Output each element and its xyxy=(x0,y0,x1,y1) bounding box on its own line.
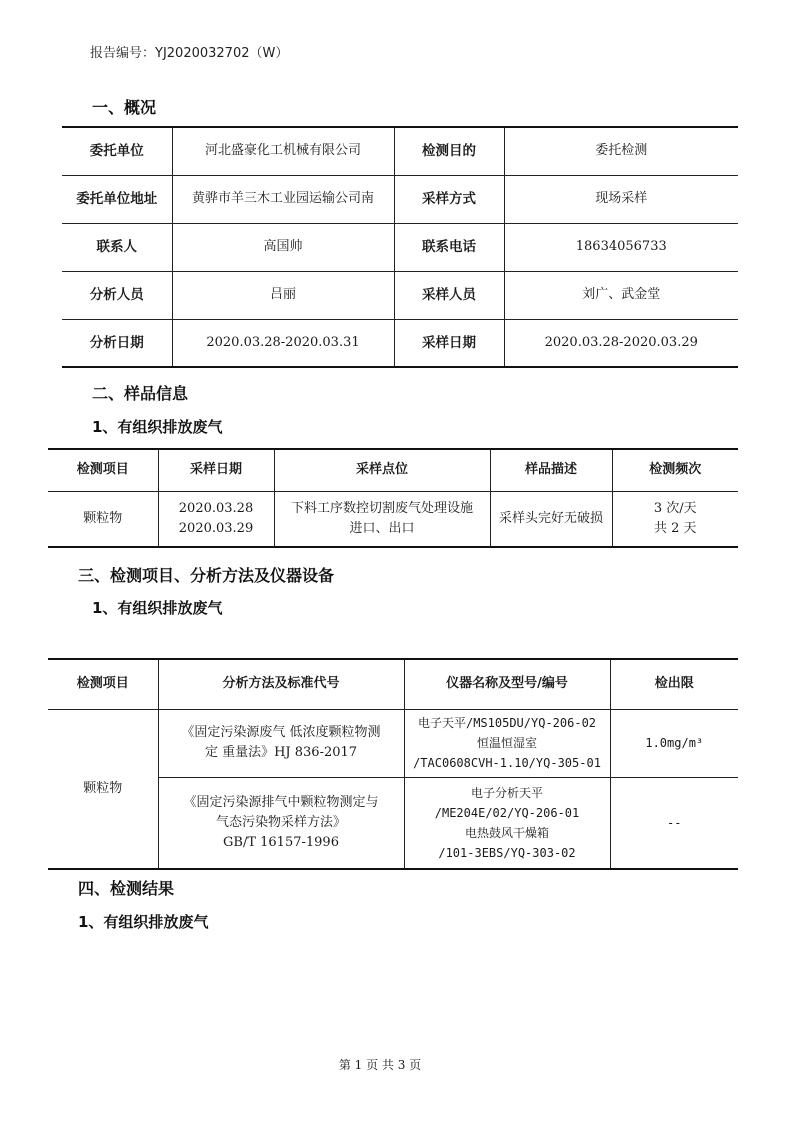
label-analyst: 分析人员 xyxy=(62,271,172,319)
header-sampling-point: 采样点位 xyxy=(274,449,490,491)
overview-row xyxy=(62,271,738,319)
value-analyst: 吕丽 xyxy=(172,271,394,319)
point-line: 下料工序数控切割废气处理设施 xyxy=(290,500,473,516)
frequency-line: 3 次/天 xyxy=(653,500,697,516)
method-line: GB/T 16157-1996 xyxy=(223,834,339,850)
header-sampling-date: 采样日期 xyxy=(158,449,274,491)
section-1-title: 一、概况 xyxy=(92,98,157,117)
value-client: 河北盛豪化工机械有限公司 xyxy=(172,127,394,175)
value-purpose: 委托检测 xyxy=(504,127,738,175)
method-line: 定 重量法》HJ 836-2017 xyxy=(204,745,358,760)
method-line: 气态污染物采样方法》 xyxy=(215,814,346,830)
header-item: 检测项目 xyxy=(48,449,158,491)
cell-point xyxy=(274,491,490,547)
table-row xyxy=(48,709,738,777)
section-2-title: 二、样品信息 xyxy=(92,384,189,403)
value-sampling-date: 2020.03.28-2020.03.29 xyxy=(504,319,738,367)
overview-table xyxy=(62,126,738,368)
overview-row xyxy=(62,319,738,367)
header-detection-limit: 检出限 xyxy=(610,659,738,709)
method-line: 《固定污染源排气中颗粒物测定与 xyxy=(183,794,379,810)
cell-detection-limit: 1.0mg/m³ xyxy=(610,709,738,777)
section-3-title: 三、检测项目、分析方法及仪器设备 xyxy=(78,566,335,585)
sample-info-table xyxy=(48,448,738,548)
header-method: 分析方法及标准代号 xyxy=(158,659,404,709)
label-analysis-date: 分析日期 xyxy=(62,319,172,367)
value-phone: 18634056733 xyxy=(504,223,738,271)
instrument-line: /TAC0608CVH-1.10/YQ-305-01 xyxy=(413,756,601,770)
table-row xyxy=(48,491,738,547)
label-contact: 联系人 xyxy=(62,223,172,271)
value-sampling-method: 现场采样 xyxy=(504,175,738,223)
cell-instrument xyxy=(404,777,610,869)
label-client: 委托单位 xyxy=(62,127,172,175)
label-phone: 联系电话 xyxy=(394,223,504,271)
cell-item: 颗粒物 xyxy=(48,491,158,547)
section-4-subtitle: 1、有组织排放废气 xyxy=(78,913,209,931)
cell-dates xyxy=(158,491,274,547)
page-footer: 第 1 页 共 3 页 xyxy=(338,1058,422,1072)
label-sampling-date: 采样日期 xyxy=(394,319,504,367)
instrument-line: 电子分析天平 xyxy=(470,785,543,800)
header-frequency: 检测频次 xyxy=(612,449,738,491)
cell-method xyxy=(158,777,404,869)
instrument-line: /ME204E/02/YQ-206-01 xyxy=(434,805,580,820)
label-sampler: 采样人员 xyxy=(394,271,504,319)
date-line: 2020.03.29 xyxy=(178,520,254,536)
header-item: 检测项目 xyxy=(48,659,158,709)
table-header-row xyxy=(48,449,738,491)
section-3-subtitle: 1、有组织排放废气 xyxy=(92,599,223,617)
cell-method xyxy=(158,709,404,777)
cell-instrument xyxy=(404,709,610,777)
value-analysis-date: 2020.03.28-2020.03.31 xyxy=(172,319,394,367)
date-line: 2020.03.28 xyxy=(178,500,254,516)
point-line: 进口、出口 xyxy=(349,520,415,536)
overview-row xyxy=(62,175,738,223)
cell-desc: 采样头完好无破损 xyxy=(490,491,612,547)
value-address: 黄骅市羊三木工业园运输公司南 xyxy=(172,175,394,223)
label-sampling-method: 采样方式 xyxy=(394,175,504,223)
section-4-title: 四、检测结果 xyxy=(78,879,175,898)
method-line: 《固定污染源废气 低浓度颗粒物测 xyxy=(181,725,381,740)
instrument-line: 电热鼓风干燥箱 xyxy=(464,825,549,840)
label-purpose: 检测目的 xyxy=(394,127,504,175)
instrument-line: /101-3EBS/YQ-303-02 xyxy=(438,845,576,860)
header-instrument: 仪器名称及型号/编号 xyxy=(404,659,610,709)
frequency-line: 共 2 天 xyxy=(653,520,697,536)
value-sampler: 刘广、武金堂 xyxy=(504,271,738,319)
overview-row xyxy=(62,127,738,175)
overview-row xyxy=(62,223,738,271)
section-2-subtitle: 1、有组织排放废气 xyxy=(92,418,223,436)
value-contact: 高国帅 xyxy=(172,223,394,271)
header-sample-desc: 样品描述 xyxy=(490,449,612,491)
instrument-line: 恒温恒湿室 xyxy=(476,736,537,750)
method-table xyxy=(48,658,738,870)
instrument-line: 电子天平/MS105DU/YQ-206-02 xyxy=(417,716,597,730)
cell-frequency xyxy=(612,491,738,547)
report-number: 报告编号：YJ2020032702（W） xyxy=(90,46,289,61)
cell-item: 颗粒物 xyxy=(48,709,158,869)
label-address: 委托单位地址 xyxy=(62,175,172,223)
table-header-row xyxy=(48,659,738,709)
cell-detection-limit: -- xyxy=(610,777,738,869)
